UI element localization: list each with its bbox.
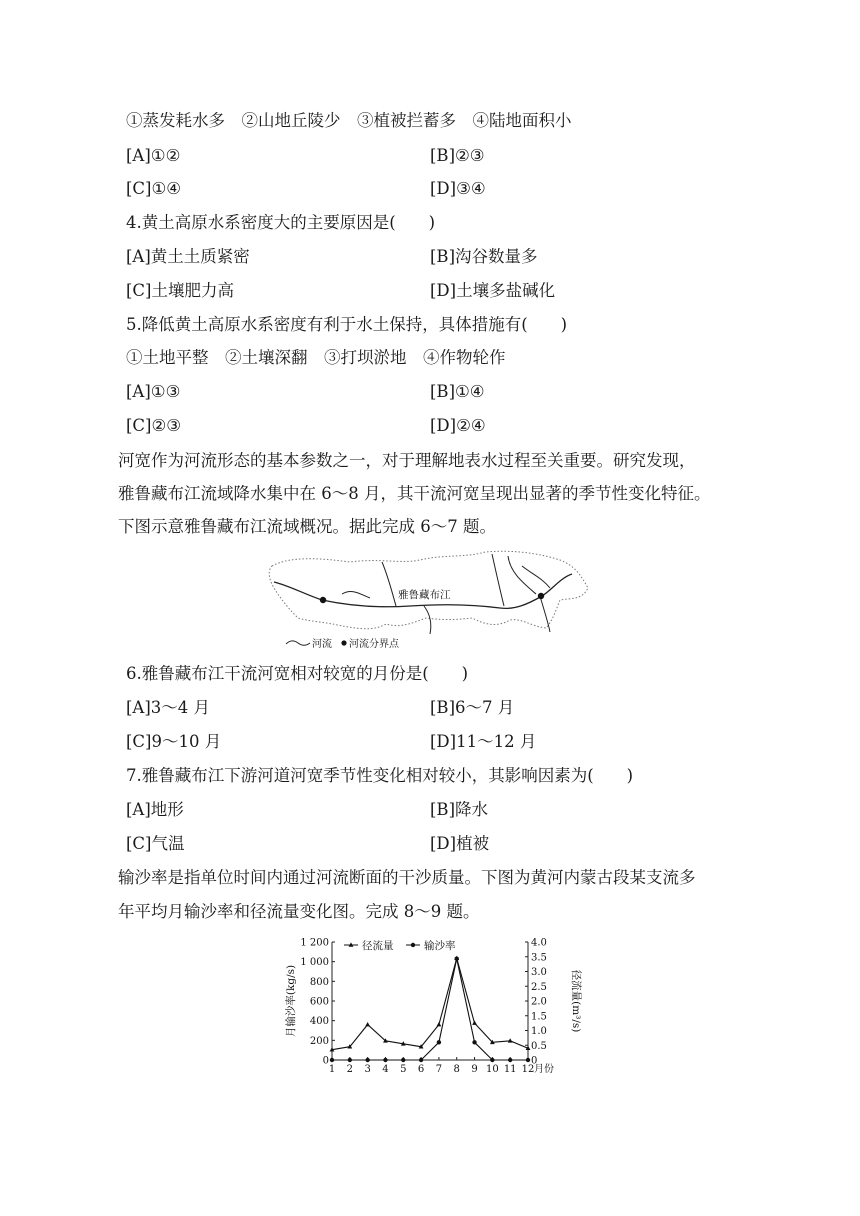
q3-statements: ①蒸发耗水多 ②山地丘陵少 ③植被拦蓄多 ④陆地面积小 <box>126 111 572 130</box>
x-tick-label: 9 <box>471 1064 478 1075</box>
x-tick-label: 1 <box>328 1064 336 1075</box>
left-tick-label: 800 <box>309 976 329 988</box>
sediment-point <box>348 1058 352 1062</box>
legend-river-symbol <box>286 641 310 645</box>
q5-option-a[interactable]: [A]①③ <box>126 382 181 401</box>
map-river-label: 雅鲁藏布江 <box>398 589 451 601</box>
q4-option-d[interactable]: [D]土壤多盐碱化 <box>430 281 556 300</box>
q5-option-b[interactable]: [B]①④ <box>430 382 485 401</box>
legend-point-label: 河流分界点 <box>349 639 399 650</box>
q5-statements: ①土地平整 ②土壤深翻 ③打坝淤地 ④作物轮作 <box>126 348 506 367</box>
runoff-point <box>472 1021 477 1025</box>
left-tick-label: 400 <box>309 1016 329 1028</box>
right-axis-title: 径流量(m³/s) <box>570 969 582 1033</box>
q6-option-c[interactable]: [C]9～10 月 <box>126 732 222 751</box>
passage3-line-2: 年平均月输沙率和径流量变化图。完成 8～9 题。 <box>118 902 480 921</box>
legend-point-symbol <box>341 640 346 645</box>
right-tick-label: 2.0 <box>531 996 547 1008</box>
right-tick-label: 1.0 <box>531 1026 547 1037</box>
q6-option-a[interactable]: [A]3～4 月 <box>126 698 211 717</box>
passage2-line-1: 河宽作为河流形态的基本参数之一，对于理解地表水过程至关重要。研究发现， <box>118 451 696 470</box>
passage3-line-1: 输沙率是指单位时间内通过河流断面的干沙质量。下图为黄河内蒙古段某支流多 <box>118 868 696 887</box>
left-tick-label: 600 <box>309 996 329 1008</box>
q3-option-c[interactable]: [C]①④ <box>126 179 182 198</box>
legend-river-label: 河流 <box>312 639 332 650</box>
right-tick-label: 0.5 <box>531 1040 547 1052</box>
q4-option-a[interactable]: [A]黄土土质紧密 <box>126 247 250 266</box>
q5-option-d[interactable]: [D]②④ <box>430 416 486 435</box>
sediment-point <box>472 1040 476 1044</box>
passage2-line-3: 下图示意雅鲁藏布江流域概况。据此完成 6～7 题。 <box>118 517 496 536</box>
q6-stem: 6.雅鲁藏布江干流河宽相对较宽的月份是( ) <box>126 664 469 683</box>
q4-option-c[interactable]: [C]土壤肥力高 <box>126 281 234 300</box>
x-tick-label: 6 <box>417 1064 425 1075</box>
sediment-point <box>437 1040 441 1044</box>
right-tick-label: 3.0 <box>531 967 547 978</box>
right-tick-label: 3.5 <box>531 952 547 964</box>
left-tick-label: 1 000 <box>300 957 329 969</box>
legend-runoff-label: 径流量 <box>362 940 394 952</box>
runoff-point <box>437 1022 442 1026</box>
q4-option-b[interactable]: [B]沟谷数量多 <box>430 247 538 266</box>
q5-stem: 5.降低黄土高原水系密度有利于水土保持，具体措施有( ) <box>126 315 568 334</box>
x-axis-label: 月份 <box>534 1064 554 1075</box>
division-point-upper <box>320 597 326 603</box>
tributary-6 <box>540 596 550 632</box>
sediment-point <box>330 1058 334 1062</box>
legend-sediment-label: 输沙率 <box>424 940 456 952</box>
passage2-line-2: 雅鲁藏布江流域降水集中在 6～8 月，其干流河宽呈现出显著的季节性变化特征。 <box>118 484 711 503</box>
left-tick-label: 200 <box>309 1035 329 1047</box>
sediment-point <box>365 1058 369 1062</box>
x-tick-label: 3 <box>364 1064 371 1075</box>
tributary-4 <box>492 554 504 606</box>
right-tick-label: 2.5 <box>531 981 547 993</box>
q7-option-b[interactable]: [B]降水 <box>430 800 488 819</box>
x-tick-label: 12 <box>521 1064 535 1075</box>
legend-sediment-marker <box>411 943 415 947</box>
q7-stem: 7.雅鲁藏布江下游河道河宽季节性变化相对较小，其影响因素为( ) <box>126 766 634 785</box>
yarlung-basin-map <box>260 548 600 654</box>
sediment-point <box>526 1058 530 1062</box>
sediment-point <box>401 1058 405 1062</box>
x-tick-label: 8 <box>453 1064 460 1075</box>
right-tick-label: 4.0 <box>531 937 547 949</box>
tributary-2 <box>382 562 396 606</box>
left-tick-label: 0 <box>322 1055 329 1067</box>
right-tick-label: 1.5 <box>531 1011 547 1023</box>
sediment-point <box>419 1058 423 1062</box>
sediment-point <box>508 1058 512 1062</box>
q3-option-d[interactable]: [D]③④ <box>430 179 486 198</box>
left-tick-label: 1 200 <box>300 937 329 949</box>
x-tick-label: 10 <box>485 1064 499 1075</box>
division-point-lower <box>538 593 544 599</box>
q7-option-d[interactable]: [D]植被 <box>430 834 490 853</box>
tributary-3 <box>424 606 431 634</box>
q3-option-b[interactable]: [B]②③ <box>430 146 485 165</box>
sediment-point <box>490 1058 494 1062</box>
q3-option-a[interactable]: [A]①② <box>126 146 181 165</box>
q7-option-c[interactable]: [C]气温 <box>126 834 185 853</box>
runoff-point <box>365 1022 370 1026</box>
x-tick-label: 11 <box>503 1064 517 1075</box>
right-tick-label: 0 <box>531 1055 538 1067</box>
q6-option-d[interactable]: [D]11～12 月 <box>430 732 537 751</box>
q6-option-b[interactable]: [B]6～7 月 <box>430 698 515 717</box>
tributary-5 <box>508 556 536 594</box>
sediment-point <box>383 1058 387 1062</box>
q4-stem: 4.黄土高原水系密度大的主要原因是( ) <box>126 213 436 232</box>
q5-option-c[interactable]: [C]②③ <box>126 416 182 435</box>
tributary-1 <box>342 591 370 598</box>
x-tick-label: 5 <box>400 1064 407 1075</box>
sediment-point <box>455 957 459 961</box>
series-line-runoff <box>332 958 528 1049</box>
x-tick-label: 7 <box>435 1064 443 1075</box>
sediment-runoff-chart <box>280 930 590 1082</box>
left-axis-title: 月输沙率(kg/s) <box>285 964 297 1038</box>
x-tick-label: 2 <box>346 1064 354 1075</box>
x-tick-label: 4 <box>382 1064 389 1075</box>
q7-option-a[interactable]: [A]地形 <box>126 800 184 819</box>
series-line-sediment <box>332 959 528 1060</box>
